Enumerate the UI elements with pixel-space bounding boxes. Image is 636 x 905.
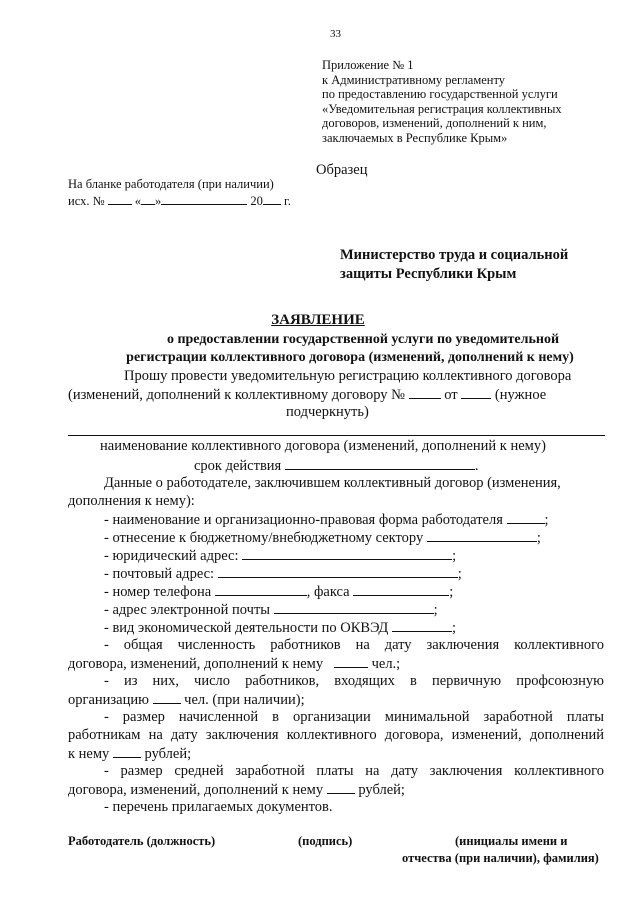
employer-data-line-2: дополнения к нему): bbox=[68, 493, 195, 509]
item-blank bbox=[427, 529, 537, 542]
ref-month-blank bbox=[161, 192, 247, 205]
letterhead-line: На бланке работодателя (при наличии) bbox=[68, 177, 274, 191]
item-postal-address: - почтовый адрес: ; bbox=[104, 566, 462, 582]
request-line-1: Прошу провести уведомительную регистрацию коллективного договора bbox=[124, 368, 572, 384]
document-title: ЗАЯВЛЕНИЕ bbox=[271, 312, 365, 328]
item-label: - почтовый адрес: bbox=[104, 566, 215, 582]
item-min-wage-1: - размер начисленной в организации минимальной заработной платы bbox=[104, 709, 604, 725]
request-text: от bbox=[444, 387, 458, 403]
item-okved: - вид экономической деятельности по ОКВЭД ; bbox=[104, 620, 456, 636]
fax-blank bbox=[353, 583, 449, 596]
item-total-workers-1: - общая численность работников на дату заключения коллективного bbox=[104, 637, 604, 653]
ref-year-blank bbox=[263, 192, 281, 205]
item-documents: - перечень прилагаемых документов. bbox=[104, 799, 333, 815]
page-number: 33 bbox=[330, 28, 341, 40]
item-union-1: - из них, число работников, входящих в первичную профсоюзную bbox=[104, 673, 604, 689]
ref-year-prefix: 20 bbox=[250, 194, 263, 208]
item-email: - адрес электронной почты ; bbox=[104, 602, 438, 618]
item-budget-sector: - отнесение к бюджетному/внебюджетному сектору ; bbox=[104, 530, 541, 546]
signature-employer-position: Работодатель (должность) bbox=[68, 834, 216, 848]
item-total-workers-2 bbox=[68, 655, 400, 673]
item-name-form: - наименование и организационно-правовая форма работодателя ; bbox=[104, 512, 549, 528]
request-line-2 bbox=[68, 386, 546, 404]
contract-name-line bbox=[68, 435, 605, 436]
ministry-line: Министерство труда и социальной bbox=[340, 247, 569, 263]
document-subtitle-2: регистрации коллективного договора (изменений, дополнений к нему) bbox=[126, 350, 574, 365]
item-blank bbox=[507, 511, 545, 524]
item-label: договора, изменений, дополнений к нему bbox=[68, 782, 324, 798]
item-label: чел. (при наличии); bbox=[184, 692, 305, 708]
item-blank bbox=[242, 547, 452, 560]
employer-data-line-1: Данные о работодателе, заключившем коллективный договор (изменения, bbox=[104, 475, 561, 491]
request-line-3: подчеркнуть) bbox=[286, 404, 369, 420]
item-label: - юридический адрес: bbox=[104, 548, 239, 564]
item-blank bbox=[392, 619, 452, 632]
signature-sign: (подпись) bbox=[298, 834, 353, 848]
item-label: - отнесение к бюджетному/внебюджетному сектору bbox=[104, 530, 424, 546]
item-label: - номер телефона bbox=[104, 584, 212, 600]
appendix-line: к Административному регламенту bbox=[322, 72, 506, 87]
contract-number-blank bbox=[409, 386, 441, 399]
item-label: рублей; bbox=[144, 746, 192, 762]
item-avg-wage-2 bbox=[68, 781, 405, 799]
quote-open: « bbox=[134, 194, 141, 208]
item-label: - адрес электронной почты bbox=[104, 602, 271, 618]
ref-year-suffix: г. bbox=[284, 194, 291, 208]
item-phone-fax: - номер телефона , факса ; bbox=[104, 584, 454, 600]
validity-blank bbox=[285, 457, 475, 470]
item-union-2 bbox=[68, 691, 305, 709]
validity-line: срок действия . bbox=[194, 458, 479, 474]
item-legal-address: - юридический адрес: ; bbox=[104, 548, 457, 564]
item-min-wage-3 bbox=[68, 745, 191, 763]
employer-letterhead-note bbox=[68, 177, 291, 209]
outgoing-ref-line bbox=[68, 192, 291, 209]
appendix-line: по предоставлению государственной услуги bbox=[322, 87, 558, 102]
quote-close: » bbox=[155, 194, 162, 208]
signature-initials-1: (инициалы имени и bbox=[455, 834, 568, 848]
document-subtitle-1: о предоставлении государственной услуги по уведомительной bbox=[166, 332, 560, 347]
appendix-line: договоров, изменений, дополнений к ним, bbox=[322, 116, 547, 131]
request-text: (изменений, дополнений к коллективному договору № bbox=[68, 387, 405, 403]
appendix-line: Приложение № 1 bbox=[322, 58, 414, 72]
item-label: - вид экономической деятельности по ОКВЭД bbox=[104, 620, 389, 636]
appendix-line: «Уведомительная регистрация коллективных bbox=[322, 101, 562, 116]
item-label: рублей; bbox=[358, 782, 405, 798]
phone-blank bbox=[215, 583, 307, 596]
item-blank bbox=[113, 745, 141, 758]
item-min-wage-2: работникам на дату заключения коллективного договора, изменений, дополнений bbox=[68, 727, 604, 743]
ref-number-blank bbox=[108, 192, 132, 205]
item-avg-wage-1: - размер средней заработной платы на дату заключения коллективного bbox=[104, 763, 604, 779]
item-blank bbox=[153, 691, 181, 704]
item-label: , факса bbox=[306, 584, 350, 600]
ref-prefix: исх. № bbox=[68, 194, 105, 208]
item-blank bbox=[274, 601, 434, 614]
contract-name-caption: наименование коллективного договора (изменений, дополнений к нему) bbox=[100, 438, 546, 454]
validity-label: срок действия bbox=[194, 458, 282, 474]
signature-initials-2: отчества (при наличии), фамилия) bbox=[402, 851, 599, 865]
item-label: к нему bbox=[68, 746, 110, 762]
ref-day-blank bbox=[141, 192, 155, 205]
item-label: договора, изменений, дополнений к нему bbox=[68, 656, 324, 672]
request-text: (нужное bbox=[494, 387, 547, 403]
item-blank bbox=[334, 655, 368, 668]
item-blank bbox=[218, 565, 458, 578]
addressee-ministry bbox=[340, 246, 568, 284]
item-blank bbox=[327, 781, 355, 794]
sample-label: Образец bbox=[316, 162, 368, 178]
item-label: организацию bbox=[68, 692, 149, 708]
item-label: - наименование и организационно-правовая форма работодателя bbox=[104, 512, 503, 528]
appendix-reference bbox=[322, 58, 622, 146]
contract-date-blank bbox=[461, 386, 491, 399]
appendix-line: заключаемых в Республике Крым» bbox=[322, 130, 508, 145]
ministry-line: защиты Республики Крым bbox=[340, 266, 517, 282]
item-label: чел.; bbox=[371, 656, 401, 672]
